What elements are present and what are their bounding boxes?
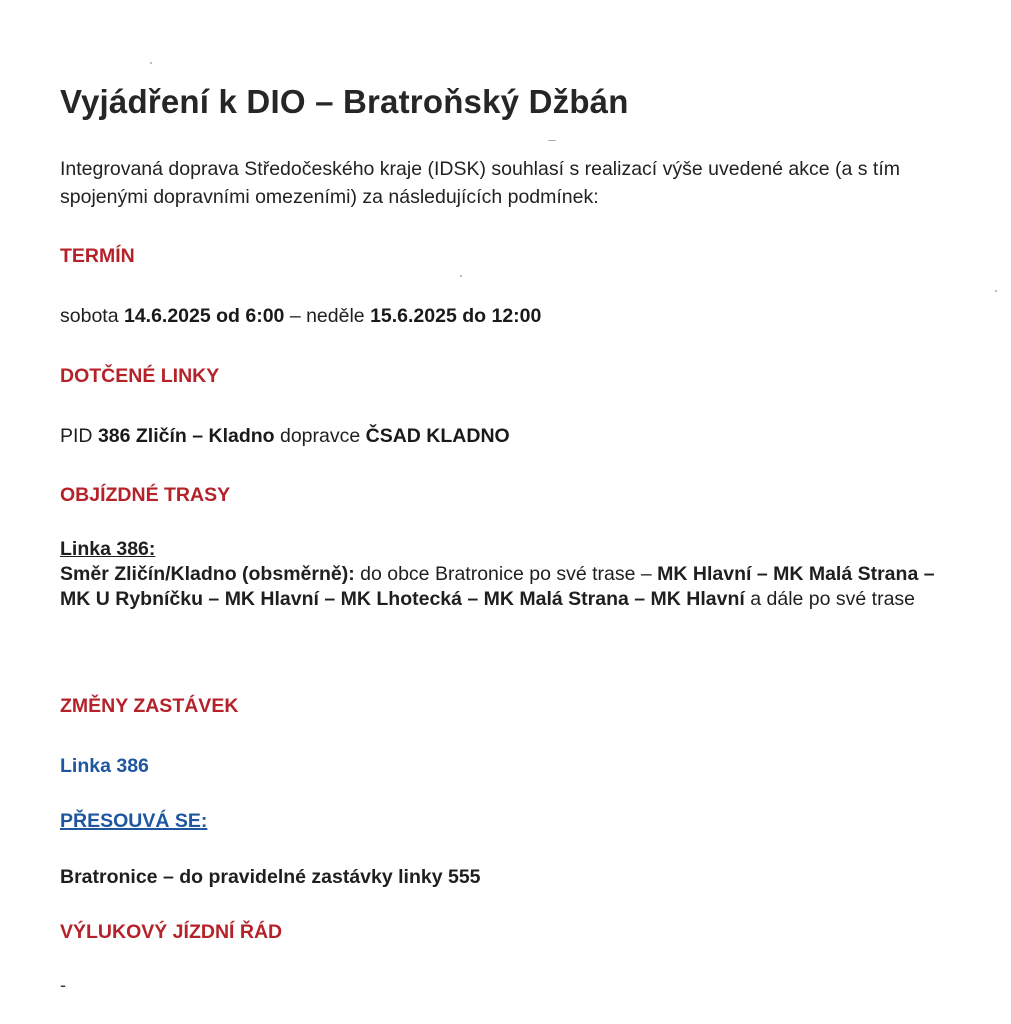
heading-objizdne-trasy: OBJÍZDNÉ TRASY <box>60 484 231 506</box>
scan-speck <box>460 275 462 277</box>
termin-prefix: sobota <box>60 305 124 327</box>
stop-change-line: Linka 386 <box>60 755 149 777</box>
carrier-label: dopravce <box>274 425 366 447</box>
termin-middle: – neděle <box>284 305 371 327</box>
dotcene-linky-text <box>60 425 510 448</box>
detour-description <box>60 562 940 612</box>
timetable-content: - <box>60 975 66 995</box>
scan-speck <box>995 290 997 292</box>
termin-start: 14.6.2025 od 6:00 <box>123 305 285 327</box>
detour-route <box>60 537 940 612</box>
stop-change-item: Bratronice – do pravidelné zastávky linky 555 <box>60 866 481 888</box>
termin-end: 15.6.2025 do 12:00 <box>370 305 542 327</box>
line-name: 386 Zličín – Kladno <box>97 425 275 447</box>
intro-paragraph: Integrovaná doprava Středočeského kraje (IDSK) souhlasí s realizací výše uvedené akce (a s tím spojenými dopravními omezeními) za následujících podmínek: <box>60 158 901 208</box>
line-prefix: PID <box>60 425 98 447</box>
detour-direction: Směr Zličín/Kladno (obsměrně): <box>60 563 355 585</box>
stop-change-subheading: PŘESOUVÁ SE: <box>60 810 208 832</box>
heading-vylukovy-jizdni-rad: VÝLUKOVÝ JÍZDNÍ ŘÁD <box>60 921 283 943</box>
detour-line-label: Linka 386: <box>60 538 156 560</box>
detour-route-intro: do obce Bratronice po své trase – <box>354 563 658 585</box>
heading-zmeny-zastavek: ZMĚNY ZASTÁVEK <box>60 695 239 717</box>
detour-route-streets: MK Hlavní – MK Malá Strana – MK U Rybníčku – MK Hlavní – MK Lhotecká – MK Malá Strana – MK Hlavní <box>60 563 935 610</box>
scan-speck <box>150 62 152 64</box>
termin-text <box>60 305 541 328</box>
document-title: Vyjádření k DIO – Bratroňský Džbán <box>60 83 629 120</box>
heading-dotcene-linky: DOTČENÉ LINKY <box>60 365 220 387</box>
heading-termin: TERMÍN <box>60 245 135 267</box>
scan-speck <box>548 140 556 141</box>
carrier-name: ČSAD KLADNO <box>365 425 510 447</box>
detour-route-end: a dále po své trase <box>744 588 916 610</box>
